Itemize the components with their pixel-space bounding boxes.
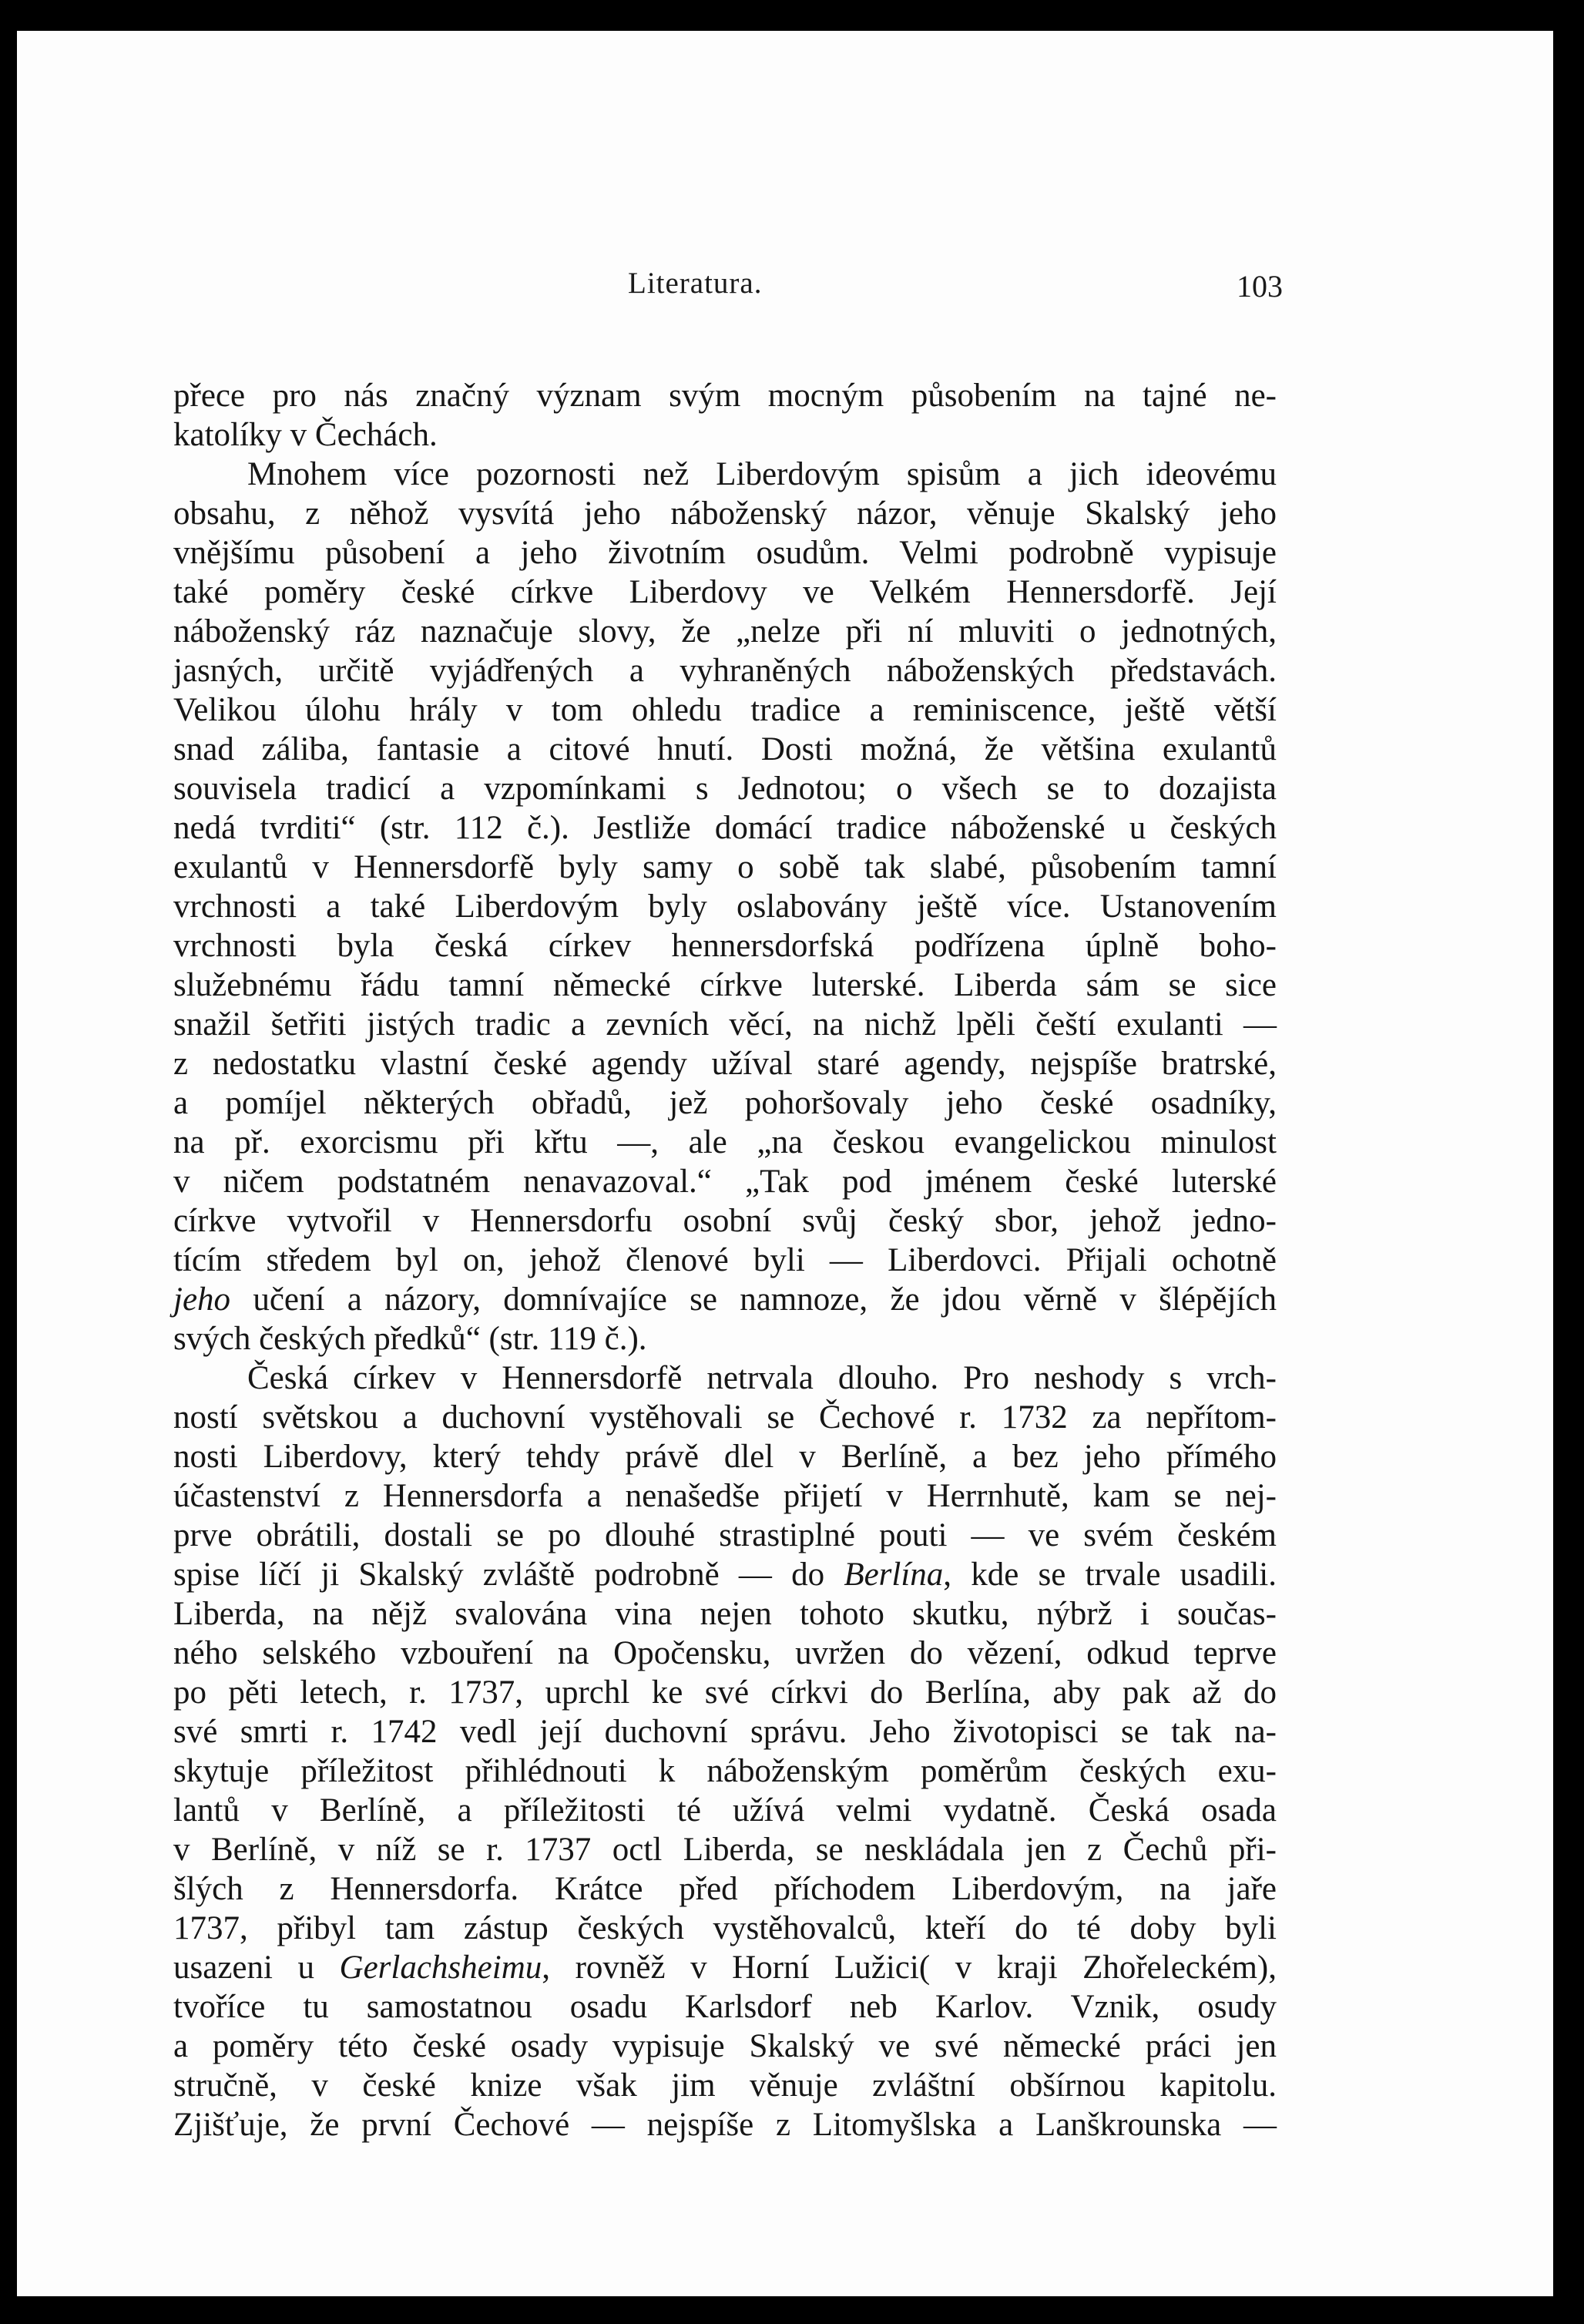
text-line: po pěti letech, r. 1737, uprchl ke své církvi do Berlína, aby pak až do — [173, 1674, 1277, 1711]
text-line: obsahu, z něhož vysvítá jeho náboženský názor, věnuje Skalský jeho — [173, 495, 1277, 532]
text-line: své smrti r. 1742 vedl její duchovní správu. Jeho životopisci se tak na- — [173, 1714, 1277, 1750]
italic-word: Berlína — [844, 1557, 944, 1593]
text-line: církve vytvořil v Hennersdorfu osobní svůj český sbor, jehož jedno- — [173, 1203, 1277, 1239]
page-number: 103 — [1237, 269, 1283, 304]
text-line: Česká církev v Hennersdorfě netrvala dlouho. Pro neshody s vrch- — [247, 1360, 1277, 1396]
text-line: jasných, určitě vyjádřených a vyhraněných náboženských představách. — [173, 653, 1277, 689]
body-text — [173, 376, 1277, 2144]
text-line: v Berlíně, v níž se r. 1737 octl Liberda, se neskládala jen z Čechů při- — [173, 1832, 1277, 1868]
text-line: tícím středem byl on, jehož členové byli — Liberdovci. Přijali ochotně — [173, 1242, 1277, 1278]
text-line: Liberda, na nějž svalována vina nejen tohoto skutku, nýbrž i součas- — [173, 1596, 1277, 1632]
text-line: snad záliba, fantasie a citové hnutí. Dosti možná, že většina exulantů — [173, 731, 1277, 767]
text-line: 1737, přibyl tam zástup českých vystěhovalců, kteří do té doby byli — [173, 1910, 1277, 1946]
text-line: lantů v Berlíně, a příležitosti té užívá velmi vydatně. Česká osada — [173, 1792, 1277, 1829]
text-line: nedá tvrditi“ (str. 112 č.). Jestliže domácí tradice náboženské u českých — [173, 810, 1277, 846]
text-line: z nedostatku vlastní české agendy užíval staré agendy, nejspíše bratrské, — [173, 1046, 1277, 1082]
text-line: stručně, v české knize však jim věnuje zvláštní obšírnou kapitolu. — [173, 2067, 1277, 2104]
text-line: snažil šetřiti jistých tradic a zevních věcí, na nichž lpěli čeští exulanti — — [173, 1006, 1277, 1043]
text-line: Velikou úlohu hrály v tom ohledu tradice a reminiscence, ještě větší — [173, 692, 1277, 728]
text-line: skytuje příležitost přihlédnouti k náboženským poměrům českých exu- — [173, 1753, 1277, 1789]
text-line: souvisela tradicí a vzpomínkami s Jednotou; o všech se to dozajista — [173, 771, 1277, 807]
text-line: jeho učení a názory, domnívajíce se namnoze, že jdou věrně v šlépějích — [173, 1281, 1277, 1318]
text-line: exulantů v Hennersdorfě byly samy o sobě tak slabé, působením tamní — [173, 849, 1277, 885]
book-page — [17, 31, 1553, 2296]
running-head: Literatura. — [628, 267, 763, 300]
text-line: vnějšímu působení a jeho životním osudům. Velmi podrobně vypisuje — [173, 535, 1277, 571]
text-line: na př. exorcismu při křtu —, ale „na českou evangelickou minulost — [173, 1124, 1277, 1160]
text-line: vrchnosti byla česká církev hennersdorfská podřízena úplně boho- — [173, 928, 1277, 964]
text-line: také poměry české církve Liberdovy ve Velkém Hennersdorfě. Její — [173, 574, 1277, 610]
text-line: ností světskou a duchovní vystěhovali se Čechové r. 1732 za nepřítom- — [173, 1399, 1277, 1436]
page-header — [17, 266, 1553, 312]
text-line: prve obrátili, dostali se po dlouhé strastiplné pouti — ve svém českém — [173, 1517, 1277, 1553]
text-line: ného selského vzbouření na Opočensku, uvržen do vězení, odkud teprve — [173, 1635, 1277, 1671]
italic-word: jeho — [173, 1281, 231, 1318]
italic-word: Gerlachsheimu — [339, 1950, 542, 1986]
text-line: Zjišťuje, že první Čechové — nejspíše z Litomyšlska a Lanškrounska — — [173, 2107, 1277, 2143]
text-line: usazeni u Gerlachsheimu, rovněž v Horní Lužici( v kraji Zhořeleckém), — [173, 1950, 1277, 1986]
text-line: služebnému řádu tamní německé církve luterské. Liberda sám se sice — [173, 967, 1277, 1003]
text-line: spise líčí ji Skalský zvláště podrobně — do Berlína, kde se trvale usadili. — [173, 1557, 1277, 1593]
text-line: v ničem podstatném nenavazoval.“ „Tak pod jménem české luterské — [173, 1164, 1277, 1200]
text-line: šlých z Hennersdorfa. Krátce před příchodem Liberdovým, na jaře — [173, 1871, 1277, 1907]
text-line: a pomíjel některých obřadů, jež pohoršovaly jeho české osadníky, — [173, 1085, 1277, 1121]
text-line: Mnohem více pozornosti než Liberdovým spisům a jich ideovému — [247, 456, 1277, 492]
text-line: náboženský ráz naznačuje slovy, že „nelze při ní mluviti o jednotných, — [173, 613, 1277, 650]
text-line: účastenství z Hennersdorfa a nenašedše přijetí v Herrnhutě, kam se nej- — [173, 1478, 1277, 1514]
text-line: katolíky v Čechách. — [173, 417, 438, 453]
text-line: tvoříce tu samostatnou osadu Karlsdorf neb Karlov. Vznik, osudy — [173, 1989, 1277, 2025]
text-line: přece pro nás značný význam svým mocným působením na tajné ne- — [173, 378, 1277, 414]
text-line: vrchnosti a také Liberdovým byly oslabovány ještě více. Ustanovením — [173, 888, 1277, 925]
text-line: a poměry této české osady vypisuje Skalský ve své německé práci jen — [173, 2028, 1277, 2064]
text-line: svých českých předků“ (str. 119 č.). — [173, 1321, 647, 1357]
text-line: nosti Liberdovy, který tehdy právě dlel v Berlíně, a bez jeho přímého — [173, 1439, 1277, 1475]
